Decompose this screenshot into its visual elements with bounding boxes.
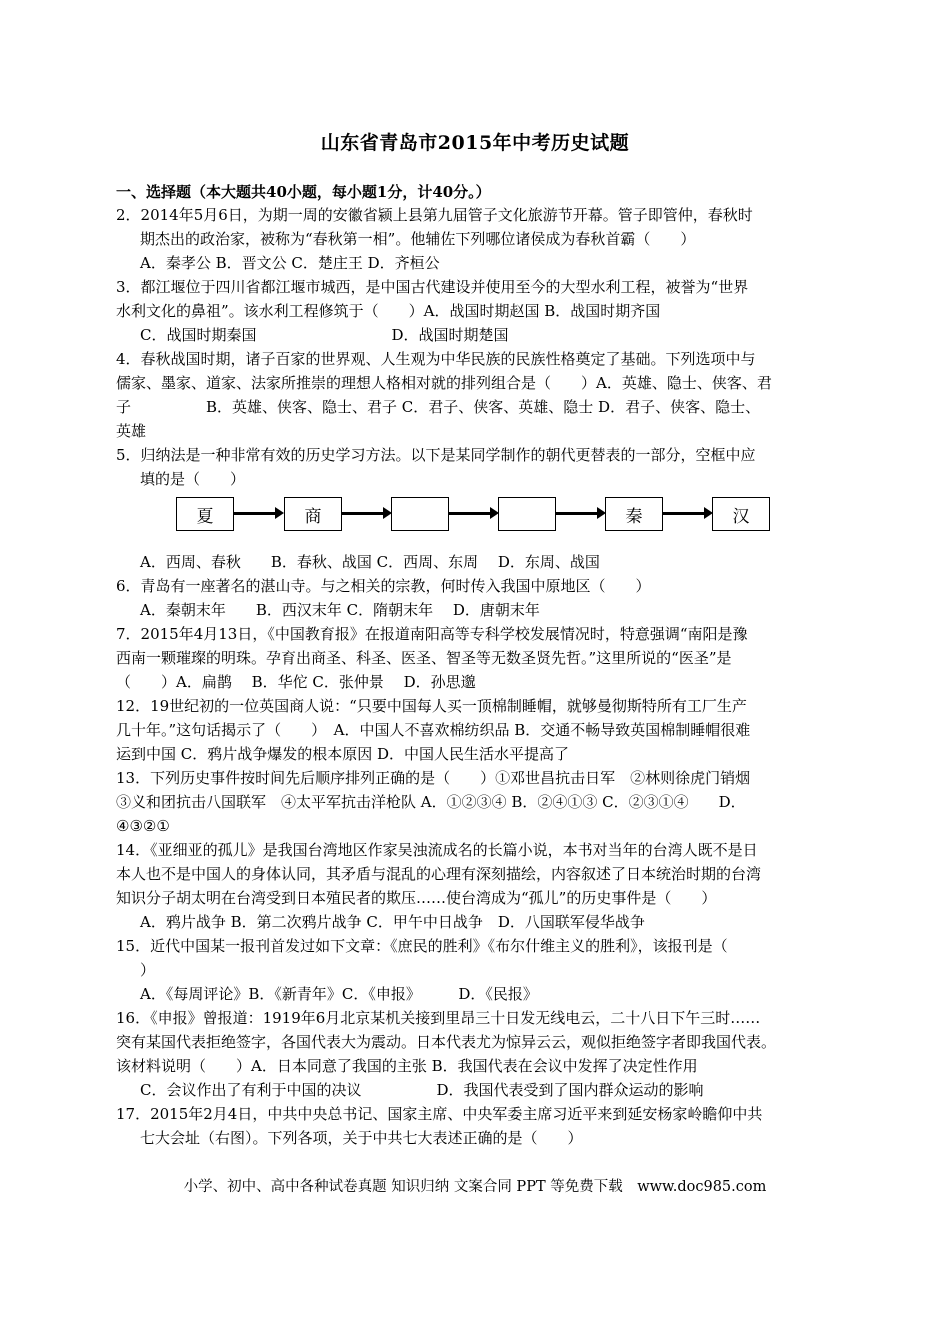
text-line: 13．下列历史事件按时间先后顺序排列正确的是（ ）①邓世昌抗击日军 ②林则徐虎门销烟 — [116, 769, 751, 787]
text-line: 12．19世纪初的一位英国商人说：“只要中国每人买一顶棉制睡帽，就够曼彻斯特所有工厂生产 — [116, 697, 747, 715]
text-line: 填的是（ ） — [140, 470, 246, 488]
text-line: ④③②① — [116, 817, 170, 835]
dynasty-box-5: 秦 — [605, 497, 663, 531]
text-line: 几十年。”这句话揭示了（ ） A．中国人不喜欢棉纺织品 B．交通不畅导致英国棉制睡帽很难 — [116, 721, 751, 739]
text-line: 7．2015年4月13日，《中国教育报》在报道南阳高等专科学校发展情况时，特意强调“南阳是豫 — [116, 625, 748, 643]
text-line: 3．都江堰位于四川省都江堰市城西，是中国古代建设并使用至今的大型水利工程，被誉为“世界 — [116, 278, 749, 296]
text-line: C．会议作出了有利于中国的决议 D．我国代表受到了国内群众运动的影响 — [140, 1081, 704, 1099]
text-line: 英雄 — [116, 422, 147, 440]
text-line: 本人也不是中国人的身体认同，其矛盾与混乱的心理有深刻描绘，内容叙述了日本统治时期的台湾 — [116, 865, 762, 883]
dynasty-box-6: 汉 — [712, 497, 770, 531]
text-line: 2．2014年5月6日，为期一周的安徽省颍上县第九届管子文化旅游节开幕。管子即管仲，春秋时 — [116, 206, 753, 224]
arrow — [663, 512, 705, 515]
text-line: ③义和团抗击八国联军 ④太平军抗击洋枪队 A．①②③④ B．②④①③ C．②③①④ D． — [116, 793, 746, 811]
arrow — [449, 512, 491, 515]
text-line: A．秦孝公 B．晋文公 C．楚庄王 D．齐桓公 — [140, 254, 440, 272]
text-line: 儒家、墨家、道家、法家所推崇的理想人格相对就的排列组合是（ ）A．英雄、隐士、侠客、君 — [116, 374, 772, 392]
text-line: 5．归纳法是一种非常有效的历史学习方法。以下是某同学制作的朝代更替表的一部分，空框中应 — [116, 446, 756, 464]
text-line: A．《每周评论》B．《新青年》C．《申报》 D．《民报》 — [140, 985, 538, 1003]
text-line: 16．《申报》曾报道：1919年6月北京某机关接到里昂三十日发无线电云，二十八日下午三时…… — [116, 1009, 761, 1027]
dynasty-box-2: 商 — [284, 497, 342, 531]
text-line: A．鸦片战争 B．第二次鸦片战争 C．甲午中日战争 D．八国联军侵华战争 — [140, 913, 645, 931]
dynasty-box-4-blank — [498, 497, 556, 531]
dynasty-box-3-blank — [391, 497, 449, 531]
dynasty-chain — [176, 497, 776, 533]
text-line: 突有某国代表拒绝签字，各国代表大为震动。日本代表尤为惊异云云，观似拒绝签字者即我国代表。 — [116, 1033, 777, 1051]
text-line: 4．春秋战国时期，诸子百家的世界观、人生观为中华民族的民族性格奠定了基础。下列选项中与 — [116, 350, 756, 368]
section-heading: 一、选择题（本大题共40小题，每小题1分，计40分。） — [116, 183, 491, 201]
text-line: 子 B．英雄、侠客、隐士、君子 C．君子、侠客、英雄、隐士 D．君子、侠客、隐士、 — [116, 398, 761, 416]
text-line: 6．青岛有一座著名的湛山寺。与之相关的宗教，何时传入我国中原地区（ ） — [116, 577, 651, 595]
arrow — [342, 512, 384, 515]
text-line: 17．2015年2月4日，中共中央总书记、国家主席、中央军委主席习近平来到延安杨家岭瞻仰中共 — [116, 1105, 763, 1123]
text-line: ） — [140, 961, 156, 979]
text-line: A．秦朝末年 B．西汉末年 C．隋朝末年 D．唐朝末年 — [140, 601, 540, 619]
text-line: 七大会址（右图）。下列各项，关于中共七大表述正确的是（ ） — [140, 1129, 583, 1147]
page-title: 山东省青岛市2015年中考历史试题 — [320, 132, 630, 154]
arrow — [556, 512, 598, 515]
text-line: 运到中国 C．鸦片战争爆发的根本原因 D．中国人民生活水平提高了 — [116, 745, 570, 763]
arrow — [234, 512, 276, 515]
text-line: 西南一颗璀璨的明珠。孕育出商圣、科圣、医圣、智圣等无数圣贤先哲。”这里所说的“医圣”是 — [116, 649, 732, 667]
text-line: 15．近代中国某一报刊首发过如下文章：《庶民的胜利》《布尔什维主义的胜利》，该报刊是（ — [116, 937, 728, 955]
text-line: （ ）A．扁鹊 B．华佗 C．张仲景 D．孙思邈 — [116, 673, 476, 691]
text-line: A．西周、春秋 B．春秋、战国 C．西周、东周 D．东周、战国 — [140, 553, 600, 571]
footer-text: 小学、初中、高中各种试卷真题 知识归纳 文案合同 PPT 等免费下载 www.doc985.com — [183, 1179, 767, 1195]
text-line: 14．《亚细亚的孤儿》是我国台湾地区作家吴浊流成名的长篇小说，本书对当年的台湾人既不是日 — [116, 841, 758, 859]
dynasty-box-1: 夏 — [176, 497, 234, 531]
text-line: 该材料说明（ ）A．日本同意了我国的主张 B．我国代表在会议中发挥了决定性作用 — [116, 1057, 698, 1075]
text-line: 水利文化的鼻祖”。该水利工程修筑于（ ）A．战国时期赵国 B．战国时期齐国 — [116, 302, 661, 320]
text-line: 期杰出的政治家，被称为“春秋第一相”。他辅佐下列哪位诸侯成为春秋首霸（ ） — [140, 230, 696, 248]
text-line: C．战国时期秦国 D．战国时期楚国 — [140, 326, 509, 344]
text-line: 知识分子胡太明在台湾受到日本殖民者的欺压……使台湾成为“孤儿”的历史事件是（ ） — [116, 889, 717, 907]
